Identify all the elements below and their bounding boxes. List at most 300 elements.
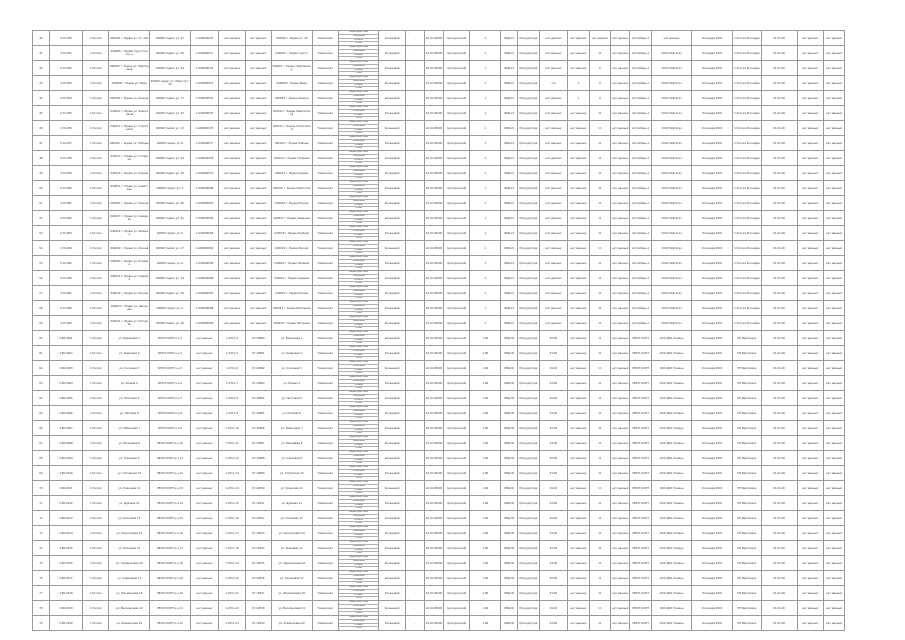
cell-loc: 1 Россия bbox=[83, 466, 109, 481]
cell-f6: нет данных bbox=[823, 616, 845, 631]
cell-v3: 11 bbox=[589, 601, 611, 616]
cell-v1: нет данных bbox=[539, 316, 568, 331]
sub-cell-line: Кольцо bbox=[339, 519, 379, 523]
sub-cell bbox=[338, 211, 379, 226]
cell-loc: 1 Россия bbox=[83, 301, 109, 316]
sub-cell-line: точки bbox=[355, 462, 362, 465]
cell-loc: 1 Россия bbox=[83, 166, 109, 181]
cell-s2: нет данных bbox=[245, 256, 271, 271]
cell-n: 72 bbox=[33, 511, 50, 526]
cell-n: 57 bbox=[33, 286, 50, 301]
cell-type: Тюменская bbox=[312, 316, 338, 331]
cell-name: 040020 г. Реувш Полевая bbox=[271, 256, 312, 271]
cell-f3: РП Вертикаль bbox=[733, 601, 762, 616]
cell-date: 10.10.00000 bbox=[424, 601, 443, 616]
cell-s2: нет данных bbox=[245, 106, 271, 121]
cell-addr: ЧЕЗСТ-КОНТ р-н 17 bbox=[150, 541, 191, 556]
cell-f2: Роснедра 2001 bbox=[692, 586, 733, 601]
cell-f4: 01.01.00 bbox=[761, 121, 797, 136]
cell-id: 4-70-054 bbox=[49, 91, 82, 106]
cell-id: 4-80-0010 bbox=[49, 466, 82, 481]
cell-v2: нет данных bbox=[568, 31, 590, 46]
sub-cell bbox=[338, 616, 379, 631]
cell-code: нет данных bbox=[190, 511, 219, 526]
cell-kind: Кольцевой bbox=[379, 556, 405, 571]
cell-src: ОВД-30 bbox=[501, 361, 518, 376]
table-row bbox=[33, 31, 872, 46]
cell-own: АО Сибирь-1 bbox=[630, 301, 652, 316]
sub-cell-line: характеристика bbox=[339, 481, 379, 485]
cell-q: 1.00 bbox=[470, 436, 501, 451]
sub-cell-line: характеристика bbox=[339, 436, 379, 440]
sub-cell-line: характеристика bbox=[339, 586, 379, 590]
cell-f6: нет данных bbox=[823, 151, 845, 166]
cell-loc: 1 Россия bbox=[83, 61, 109, 76]
sub-cell-line: скважины bbox=[339, 215, 379, 219]
sub-cell-line: точки bbox=[355, 327, 362, 330]
cell-kind: Кольцевой bbox=[379, 466, 405, 481]
table-row bbox=[33, 211, 872, 226]
cell-n: 71 bbox=[33, 496, 50, 511]
cell-addr: ЧЕЗСТ-КОНТ р-н 7 bbox=[150, 391, 191, 406]
cell-org: Прокуратура bbox=[518, 166, 540, 181]
cell-type: Тюменская bbox=[312, 586, 338, 601]
sub-cell-line: скважины bbox=[339, 575, 379, 579]
cell-s2: 07-10818 bbox=[245, 601, 271, 616]
table-row bbox=[33, 556, 872, 571]
cell-addr: 040007-Адрес ул. 41 bbox=[150, 211, 191, 226]
cell-obj: 040016 г. Реувш ул. Южная bbox=[109, 196, 150, 211]
cell-type: Тюменская bbox=[312, 166, 338, 181]
cell-type: Тюменская bbox=[312, 106, 338, 121]
cell-type: Тюменская bbox=[312, 526, 338, 541]
cell-f3: РП Вертикаль bbox=[733, 511, 762, 526]
cell-f4: 01.01.00 bbox=[761, 301, 797, 316]
cell-kind: Кольцевой bbox=[379, 436, 405, 451]
cell-v1: 34.00 bbox=[539, 616, 568, 631]
cell-v1: нет данных bbox=[539, 31, 568, 46]
cell-q: 1.00 bbox=[470, 481, 501, 496]
sub-cell-line: Кольцо bbox=[339, 84, 379, 88]
cell-v4: нет данных bbox=[611, 541, 630, 556]
cell-addr: 040007-Адрес ул. 5 bbox=[150, 226, 191, 241]
cell-id: 4-80-0008 bbox=[49, 436, 82, 451]
cell-loc: 1 Россия bbox=[83, 556, 109, 571]
cell-addr: 040007-Адрес ул. 46 bbox=[150, 46, 191, 61]
cell-n: 49 bbox=[33, 166, 50, 181]
sub-cell-line: точки bbox=[355, 342, 362, 345]
cell-n: 50 bbox=[33, 181, 50, 196]
cell-own: ЧЕЗСТ-КОНТ bbox=[630, 331, 652, 346]
cell-s1: нет данных bbox=[219, 91, 245, 106]
cell-obj: ул. Осиновая 13 bbox=[109, 511, 150, 526]
cell-v3: 11 bbox=[589, 421, 611, 436]
cell-s1: нет данных bbox=[219, 31, 245, 46]
cell-q: 1 bbox=[470, 31, 501, 46]
cell-s2: 07-10816 bbox=[245, 571, 271, 586]
table-row bbox=[33, 91, 872, 106]
cell-f3: 1 Россия Роснедра bbox=[733, 196, 762, 211]
cell-cat: - bbox=[405, 301, 424, 316]
cell-id: 4-70-060 bbox=[49, 181, 82, 196]
sub-cell-line: точки bbox=[355, 162, 362, 165]
cell-loc: 1 Россия bbox=[83, 31, 109, 46]
cell-code: нет данных bbox=[190, 346, 219, 361]
cell-s1: 1-0711-15 bbox=[219, 496, 245, 511]
cell-v1: 34.00 bbox=[539, 421, 568, 436]
sub-cell-line: скважины bbox=[339, 65, 379, 69]
cell-date: 10.10.00000 bbox=[424, 526, 443, 541]
sub-cell-line: скважины bbox=[339, 470, 379, 474]
cell-code: 1-000000071 bbox=[190, 46, 219, 61]
cell-kind: Кольцевой bbox=[379, 616, 405, 631]
cell-org: Прокуратура bbox=[518, 421, 540, 436]
cell-kind: Кольцевой bbox=[379, 226, 405, 241]
sub-cell bbox=[338, 316, 379, 331]
cell-date: 10.10.00000 bbox=[424, 166, 443, 181]
cell-name: 040002 г. Реувш ул. 39 bbox=[271, 31, 312, 46]
sub-cell-line: характеристика bbox=[339, 121, 379, 125]
cell-f1: ООО Нефтегаз bbox=[651, 76, 692, 91]
cell-org: Прокуратура bbox=[518, 586, 540, 601]
cell-v2: нет данных bbox=[568, 226, 590, 241]
cell-own: АО Сибирь-1 bbox=[630, 106, 652, 121]
cell-name: ул. Черёмуховая 16 bbox=[271, 556, 312, 571]
cell-kind: Кольцевой bbox=[379, 406, 405, 421]
sub-cell bbox=[338, 301, 379, 316]
cell-id: 4-70-056 bbox=[49, 121, 82, 136]
cell-v1: 34.00 bbox=[539, 466, 568, 481]
cell-id: 4-80-0007 bbox=[49, 421, 82, 436]
cell-kind: Кольцевой bbox=[379, 421, 405, 436]
cell-own: ЧЕЗСТ-КОНТ bbox=[630, 361, 652, 376]
cell-f5: нет данных bbox=[797, 346, 823, 361]
cell-f6: нет данных bbox=[823, 256, 845, 271]
cell-f1: ООО Нефтегаз bbox=[651, 226, 692, 241]
cell-name: 040023 г. Реувш Школьная bbox=[271, 301, 312, 316]
cell-obj: 040004 г. Реувш ул. пл. 140 bbox=[109, 31, 150, 46]
cell-n: 67 bbox=[33, 436, 50, 451]
sub-cell-line: точки bbox=[355, 192, 362, 195]
cell-date: 10.10.00000 bbox=[424, 211, 443, 226]
cell-who: прокурорский bbox=[443, 196, 469, 211]
cell-f1: ООО ДСК Тюмень bbox=[651, 331, 692, 346]
cell-f3: 1 Россия Роснедра bbox=[733, 316, 762, 331]
cell-s2: 07-10814 bbox=[245, 541, 271, 556]
cell-v3: 11 bbox=[589, 346, 611, 361]
cell-f2: Роснедра 2001 bbox=[692, 286, 733, 301]
cell-cat: - bbox=[405, 256, 424, 271]
cell-type: Тюменская bbox=[312, 136, 338, 151]
cell-cat: - bbox=[405, 376, 424, 391]
cell-addr: 040007-Адрес ул. 8 bbox=[150, 136, 191, 151]
cell-f2: Роснедра 2001 bbox=[692, 301, 733, 316]
cell-name: 040018 г. Реувш Зелёная bbox=[271, 226, 312, 241]
cell-id: 4-70-051 bbox=[49, 46, 82, 61]
cell-id: 4-80-0015 bbox=[49, 541, 82, 556]
cell-cat: - bbox=[405, 406, 424, 421]
cell-code: нет данных bbox=[190, 601, 219, 616]
cell-n: 47 bbox=[33, 136, 50, 151]
cell-f6: нет данных bbox=[823, 31, 845, 46]
sub-cell-line: точки bbox=[355, 567, 362, 570]
sub-cell-line: скважины bbox=[339, 350, 379, 354]
table-row bbox=[33, 586, 872, 601]
cell-loc: 1 Россия bbox=[83, 511, 109, 526]
cell-org: Прокуратура bbox=[518, 211, 540, 226]
cell-s1: 1-0711-7 bbox=[219, 376, 245, 391]
cell-f4: 01.01.00 bbox=[761, 166, 797, 181]
cell-type: Тюменская bbox=[312, 241, 338, 256]
sub-cell-line: Кольцо bbox=[339, 204, 379, 208]
cell-org: Прокуратура bbox=[518, 541, 540, 556]
cell-code: нет данных bbox=[190, 481, 219, 496]
cell-v3: 11 bbox=[589, 481, 611, 496]
cell-s2: нет данных bbox=[245, 166, 271, 181]
cell-name: ул. Рябиновая 7 bbox=[271, 421, 312, 436]
cell-obj: ул. Дубовая 12 bbox=[109, 496, 150, 511]
cell-f6: нет данных bbox=[823, 406, 845, 421]
cell-v2: нет данных bbox=[568, 451, 590, 466]
cell-v1: нет данных bbox=[539, 136, 568, 151]
cell-date: 10.10.00000 bbox=[424, 481, 443, 496]
cell-f5: нет данных bbox=[797, 226, 823, 241]
cell-org: Прокуратура bbox=[518, 151, 540, 166]
cell-f3: 1 Россия Роснедра bbox=[733, 151, 762, 166]
cell-code: 1-000000072 bbox=[190, 61, 219, 76]
cell-f6: нет данных bbox=[823, 496, 845, 511]
cell-kind: Кольцевой bbox=[379, 286, 405, 301]
cell-v3: 11 bbox=[589, 106, 611, 121]
cell-id: 4-70-063 bbox=[49, 226, 82, 241]
cell-f1: ООО Нефтегаз bbox=[651, 286, 692, 301]
cell-f1: ООО Нефтегаз bbox=[651, 271, 692, 286]
sub-cell-line: характеристика bbox=[339, 406, 379, 410]
sub-cell bbox=[338, 361, 379, 376]
cell-v4: нет данных bbox=[611, 301, 630, 316]
cell-f1: ООО ДСК Тюмень bbox=[651, 496, 692, 511]
cell-s2: 07-10802 bbox=[245, 361, 271, 376]
cell-s2: нет данных bbox=[245, 91, 271, 106]
sub-cell bbox=[338, 31, 379, 46]
cell-date: 10.10.00000 bbox=[424, 436, 443, 451]
cell-code: 1-000000078 bbox=[190, 151, 219, 166]
cell-s1: нет данных bbox=[219, 241, 245, 256]
cell-f6: нет данных bbox=[823, 481, 845, 496]
sub-cell-line: скважины bbox=[339, 440, 379, 444]
cell-s2: нет данных bbox=[245, 121, 271, 136]
cell-f3: 1 Россия Роснедра bbox=[733, 61, 762, 76]
cell-type: Тюменская bbox=[312, 466, 338, 481]
sub-cell-line: скважины bbox=[339, 200, 379, 204]
cell-src: ОВД-21 bbox=[501, 181, 518, 196]
sub-cell-line: точки bbox=[355, 282, 362, 285]
cell-v1: 1.0 bbox=[539, 76, 568, 91]
cell-loc: 1 Россия bbox=[83, 376, 109, 391]
cell-f3: РП Вертикаль bbox=[733, 571, 762, 586]
cell-f5: нет данных bbox=[797, 106, 823, 121]
cell-v1: нет данных bbox=[539, 151, 568, 166]
cell-v4: нет данных bbox=[611, 196, 630, 211]
cell-v1: нет данных bbox=[539, 121, 568, 136]
cell-f5: нет данных bbox=[797, 421, 823, 436]
cell-src: ОВД-21 bbox=[501, 256, 518, 271]
cell-f2: Роснедра 2001 bbox=[692, 541, 733, 556]
cell-v3: 11 bbox=[589, 331, 611, 346]
cell-who: прокурорский bbox=[443, 616, 469, 631]
cell-s1: 1-0711-9 bbox=[219, 406, 245, 421]
cell-f3: 1 Россия Роснедра bbox=[733, 301, 762, 316]
table-row bbox=[33, 451, 872, 466]
cell-type: Тюменская bbox=[312, 376, 338, 391]
cell-f4: 01.01.00 bbox=[761, 541, 797, 556]
cell-who: прокурорский bbox=[443, 121, 469, 136]
cell-obj: 040005 г. Реувш Сургутский р-н bbox=[109, 46, 150, 61]
cell-id: 4-70-061 bbox=[49, 196, 82, 211]
cell-f6: нет данных bbox=[823, 511, 845, 526]
cell-s1: нет данных bbox=[219, 286, 245, 301]
cell-name: ул. Сиреневая 17 bbox=[271, 571, 312, 586]
sub-cell-line: точки bbox=[355, 72, 362, 75]
cell-n: 77 bbox=[33, 586, 50, 601]
cell-f3: 1 Россия Роснедра bbox=[733, 121, 762, 136]
cell-org: Прокуратура bbox=[518, 181, 540, 196]
cell-s2: нет данных bbox=[245, 316, 271, 331]
sub-cell-line: Кольцо bbox=[339, 69, 379, 73]
cell-code: нет данных bbox=[190, 616, 219, 631]
cell-v4: нет данных bbox=[611, 586, 630, 601]
cell-q: 1 bbox=[470, 136, 501, 151]
cell-q: 1.00 bbox=[470, 496, 501, 511]
cell-f2: Роснедра 2001 bbox=[692, 256, 733, 271]
sub-cell-line: характеристика bbox=[339, 421, 379, 425]
cell-addr: 040007-Адрес ул. 31 bbox=[150, 106, 191, 121]
sub-cell bbox=[338, 151, 379, 166]
cell-f3: 1 Россия Роснедра bbox=[733, 136, 762, 151]
cell-date: 10.10.00000 bbox=[424, 541, 443, 556]
sub-cell-line: Кольцо bbox=[339, 429, 379, 433]
cell-s1: 1-0711-17 bbox=[219, 526, 245, 541]
cell-own: ЧЕЗСТ-КОНТ bbox=[630, 526, 652, 541]
cell-name: ул. Еловая 4 bbox=[271, 376, 312, 391]
sub-cell-line: точки bbox=[355, 372, 362, 375]
cell-v2: нет данных bbox=[568, 511, 590, 526]
sub-cell-line: характеристика bbox=[339, 571, 379, 575]
cell-name: 040005 г. Реувш Сургут bbox=[271, 46, 312, 61]
cell-f3: РП Вертикаль bbox=[733, 376, 762, 391]
sub-cell-line: точки bbox=[355, 117, 362, 120]
cell-f3: РП Вертикаль bbox=[733, 616, 762, 631]
cell-v2: нет данных bbox=[568, 241, 590, 256]
cell-id: 4-70-068 bbox=[49, 301, 82, 316]
cell-code: 1-000000075 bbox=[190, 106, 219, 121]
cell-kind: Кольцевой bbox=[379, 241, 405, 256]
cell-f5: нет данных bbox=[797, 121, 823, 136]
cell-date: 10.10.00000 bbox=[424, 586, 443, 601]
cell-v4: нет данных bbox=[611, 361, 630, 376]
cell-cat: - bbox=[405, 511, 424, 526]
sub-cell bbox=[338, 496, 379, 511]
cell-addr: 040007-Адрес ул. 14 bbox=[150, 271, 191, 286]
sub-cell-line: характеристика bbox=[339, 226, 379, 230]
sub-cell-line: точки bbox=[355, 312, 362, 315]
cell-code: 1-000000082 bbox=[190, 211, 219, 226]
cell-id: 4-80-0004 bbox=[49, 376, 82, 391]
cell-f2: Роснедра 2001 bbox=[692, 496, 733, 511]
table-row bbox=[33, 46, 872, 61]
sub-cell-line: скважины bbox=[339, 545, 379, 549]
cell-s2: нет данных bbox=[245, 181, 271, 196]
cell-f5: нет данных bbox=[797, 136, 823, 151]
cell-f3: 1 Россия Роснедра bbox=[733, 91, 762, 106]
cell-type: Тюменская bbox=[312, 256, 338, 271]
cell-src: ОВД-21 bbox=[501, 61, 518, 76]
cell-f1: ООО ДСК Тюмень bbox=[651, 466, 692, 481]
cell-v2: нет данных bbox=[568, 121, 590, 136]
cell-name: 040013 г. Реувш Гагарина bbox=[271, 151, 312, 166]
cell-f2: Роснедра 2001 bbox=[692, 106, 733, 121]
cell-n: 59 bbox=[33, 316, 50, 331]
cell-addr: ЧЕЗСТ-КОНТ р-н 19 bbox=[150, 571, 191, 586]
cell-addr: ЧЕЗСТ-КОНТ р-н 16 bbox=[150, 526, 191, 541]
cell-q: 1.00 bbox=[470, 556, 501, 571]
cell-v3: 11 bbox=[589, 571, 611, 586]
cell-who: прокурорский bbox=[443, 526, 469, 541]
cell-s2: 07-10811 bbox=[245, 496, 271, 511]
cell-v4: нет данных bbox=[611, 481, 630, 496]
cell-own: АО Сибирь-1 bbox=[630, 271, 652, 286]
cell-v3: 11 bbox=[589, 46, 611, 61]
cell-s1: нет данных bbox=[219, 226, 245, 241]
cell-org: Прокуратура bbox=[518, 331, 540, 346]
sub-cell bbox=[338, 226, 379, 241]
cell-org: Прокуратура bbox=[518, 316, 540, 331]
cell-v4: нет данных bbox=[611, 241, 630, 256]
cell-loc: 1 Россия bbox=[83, 226, 109, 241]
cell-f6: нет данных bbox=[823, 61, 845, 76]
cell-own: АО Сибирь-1 bbox=[630, 61, 652, 76]
cell-name: ул. Кленовая 11 bbox=[271, 481, 312, 496]
cell-code: нет данных bbox=[190, 526, 219, 541]
cell-org: Прокуратура bbox=[518, 436, 540, 451]
cell-addr: ЧЕЗСТ-КОНТ р-н 12 bbox=[150, 466, 191, 481]
cell-s2: нет данных bbox=[245, 226, 271, 241]
sub-cell bbox=[338, 466, 379, 481]
cell-v1: 34.00 bbox=[539, 541, 568, 556]
cell-kind: Кольцевой bbox=[379, 166, 405, 181]
table-row bbox=[33, 511, 872, 526]
cell-date: 10.10.00000 bbox=[424, 136, 443, 151]
cell-cat: - bbox=[405, 391, 424, 406]
cell-n: 43 bbox=[33, 76, 50, 91]
sub-cell-line: характеристика bbox=[339, 271, 379, 275]
cell-f1: ООО ДСК Тюмень bbox=[651, 586, 692, 601]
sub-cell-line: скважины bbox=[339, 425, 379, 429]
cell-f3: 1 Россия Роснедра bbox=[733, 211, 762, 226]
cell-who: прокурорский bbox=[443, 271, 469, 286]
cell-f1: ООО ДСК Тюмень bbox=[651, 541, 692, 556]
cell-v1: нет данных bbox=[539, 256, 568, 271]
cell-v1: 34.00 bbox=[539, 526, 568, 541]
cell-n: 62 bbox=[33, 361, 50, 376]
sub-cell-line: скважины bbox=[339, 275, 379, 279]
sub-cell-line: скважины bbox=[339, 380, 379, 384]
cell-src: ОВД-30 bbox=[501, 466, 518, 481]
sub-cell-line: характеристика bbox=[339, 196, 379, 200]
cell-who: прокурорский bbox=[443, 436, 469, 451]
cell-q: 1 bbox=[470, 196, 501, 211]
sub-cell-line: Кольцо bbox=[339, 444, 379, 448]
